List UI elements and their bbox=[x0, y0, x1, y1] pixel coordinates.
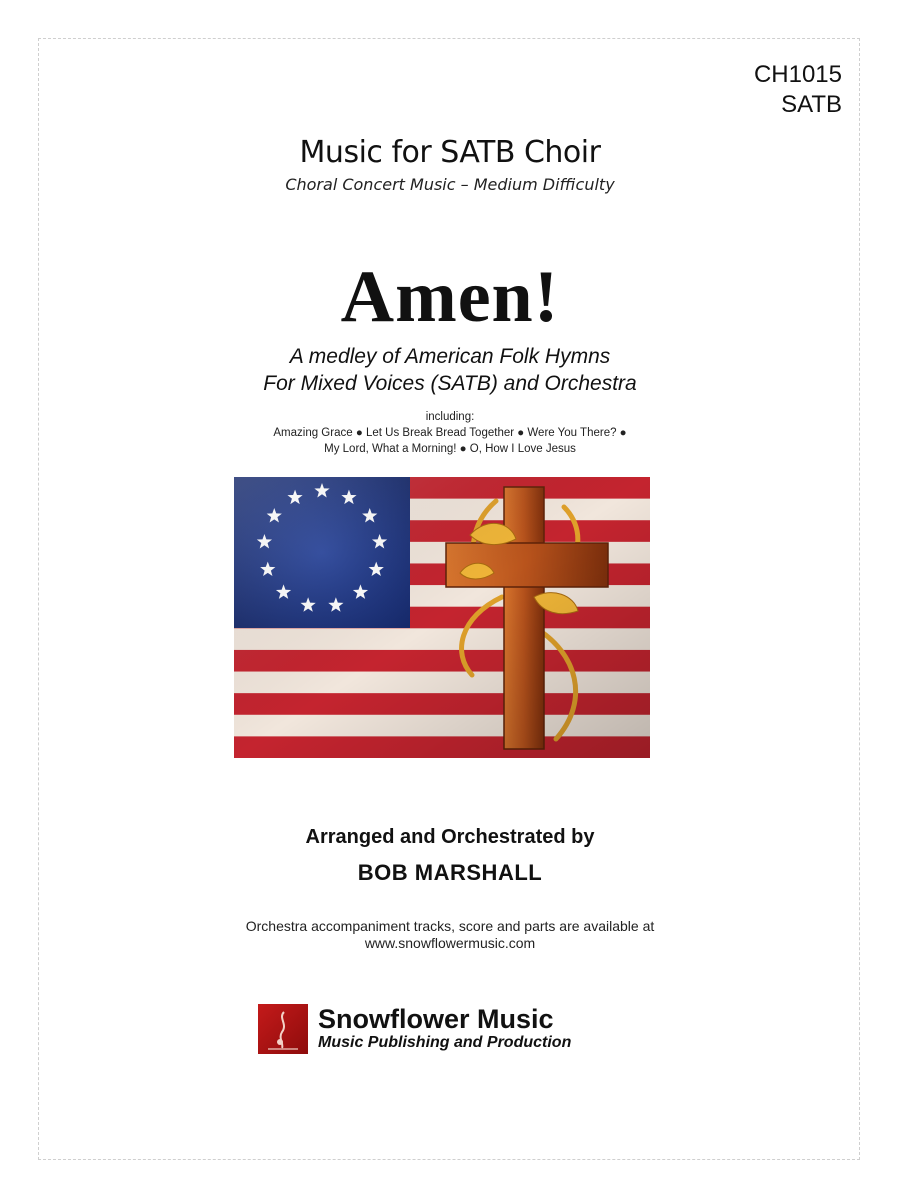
piece-title: Amen! bbox=[340, 256, 560, 338]
hymn-list-line-1: Amazing Grace ● Let Us Break Bread Together ● Were You There? ● bbox=[273, 427, 627, 439]
publisher-website-link[interactable]: www.snowflowermusic.com bbox=[364, 935, 536, 951]
piece-description bbox=[0, 343, 900, 397]
page-subheading: Choral Concert Music – Medium Difficulty bbox=[285, 175, 615, 194]
page-heading: Music for SATB Choir bbox=[299, 135, 601, 170]
publisher-logo-icon bbox=[258, 1004, 308, 1054]
publisher-block bbox=[258, 1003, 571, 1055]
catalog-info bbox=[754, 60, 842, 120]
hymn-list-line-2: My Lord, What a Morning! ● O, How I Love Jesus bbox=[324, 443, 576, 455]
description-line-1: A medley of American Folk Hymns bbox=[289, 345, 611, 368]
cover-artwork bbox=[234, 477, 650, 758]
availability-line-1: Orchestra accompaniment tracks, score and parts are available at bbox=[245, 918, 655, 934]
credit-role: Arranged and Orchestrated by bbox=[305, 826, 595, 848]
including-label: including: bbox=[425, 411, 475, 423]
availability-note bbox=[0, 918, 900, 952]
included-hymns bbox=[0, 409, 900, 457]
publisher-name: Snowflower Music bbox=[318, 1004, 554, 1034]
catalog-number: CH1015 bbox=[753, 61, 842, 88]
arranger-name: BOB MARSHALL bbox=[357, 860, 543, 885]
catalog-voicing: SATB bbox=[781, 91, 842, 118]
publisher-tagline: Music Publishing and Production bbox=[318, 1034, 572, 1051]
description-line-2: For Mixed Voices (SATB) and Orchestra bbox=[263, 372, 637, 395]
flag-icon bbox=[234, 477, 650, 758]
